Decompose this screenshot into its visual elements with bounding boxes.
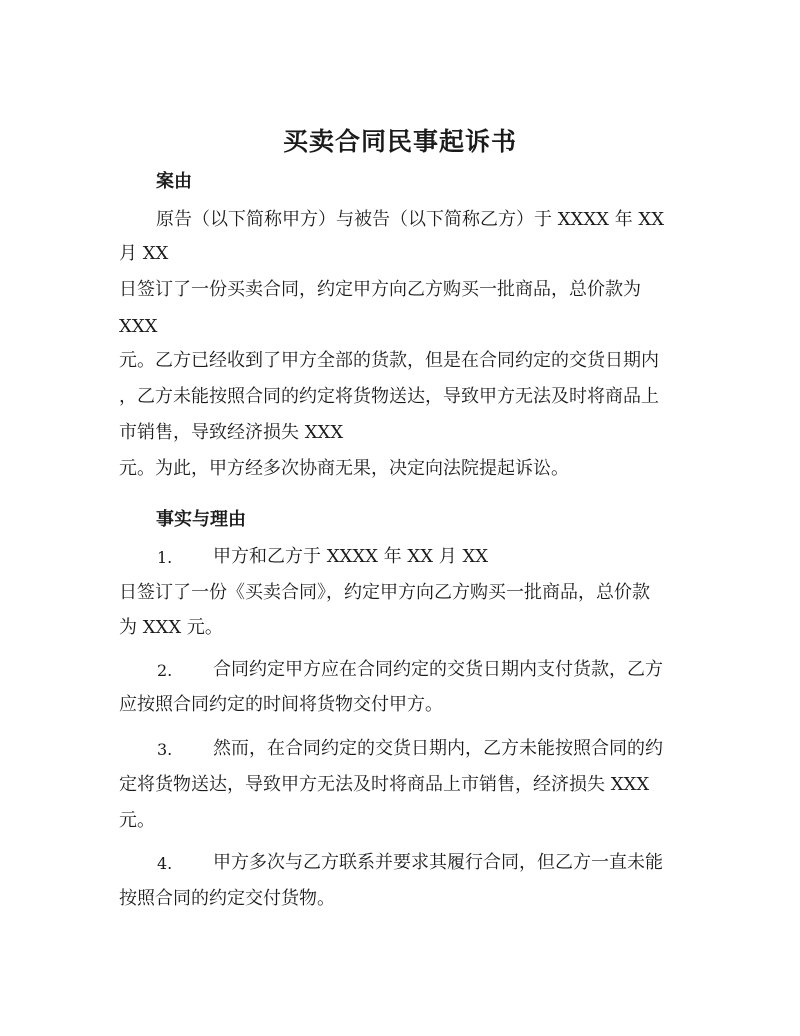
list-item-text: 日签订了一份《买卖合同》，约定甲方向乙方购买一批商品，总价款 (119, 582, 650, 603)
list-item-number: 4. (157, 854, 173, 873)
list-item-text: 然而，在合同约定的交货日期内，乙方未能按照合同的约 (213, 738, 663, 759)
list-item-number: 1. (157, 548, 173, 567)
list-item-text: 为 XXX 元。 (119, 617, 223, 638)
case-line: 元。为此，甲方经多次协商无果，决定向法院提起诉讼。 (119, 458, 569, 479)
case-line: 元。乙方已经收到了甲方全部的货款，但是在合同约定的交货日期内 (119, 350, 659, 371)
list-item-text: 应按照合同约定的时间将货物交付甲方。 (119, 694, 443, 715)
case-line: 原告（以下简称甲方）与被告（以下简称乙方）于 XXXX 年 XX (156, 209, 665, 230)
case-line: XXX (119, 316, 158, 337)
case-line: ，乙方未能按照合同的约定将货物送达，导致甲方无法及时将商品上 (119, 386, 659, 407)
case-line: 日签订了一份买卖合同，约定甲方向乙方购买一批商品，总价款为 (119, 279, 641, 300)
case-line: 月 XX (119, 243, 169, 264)
case-line: 市销售，导致经济损失 XXX (119, 422, 344, 443)
list-item-text: 甲方多次与乙方联系并要求其履行合同，但乙方一直未能 (213, 852, 663, 873)
document-title: 买卖合同民事起诉书 (282, 127, 517, 156)
list-item-number: 2. (157, 661, 173, 680)
list-item-text: 元。 (119, 810, 155, 831)
list-item-text: 甲方和乙方于 XXXX 年 XX 月 XX (213, 546, 489, 567)
list-item-text: 按照合同的约定交付货物。 (119, 888, 335, 909)
list-item-text: 合同约定甲方应在合同约定的交货日期内支付货款，乙方 (213, 659, 663, 680)
list-item-text: 定将货物送达，导致甲方无法及时将商品上市销售，经济损失 XXX (119, 774, 650, 795)
case-heading: 案由 (156, 171, 192, 192)
list-item-number: 3. (157, 740, 173, 759)
facts-heading: 事实与理由 (156, 509, 246, 530)
